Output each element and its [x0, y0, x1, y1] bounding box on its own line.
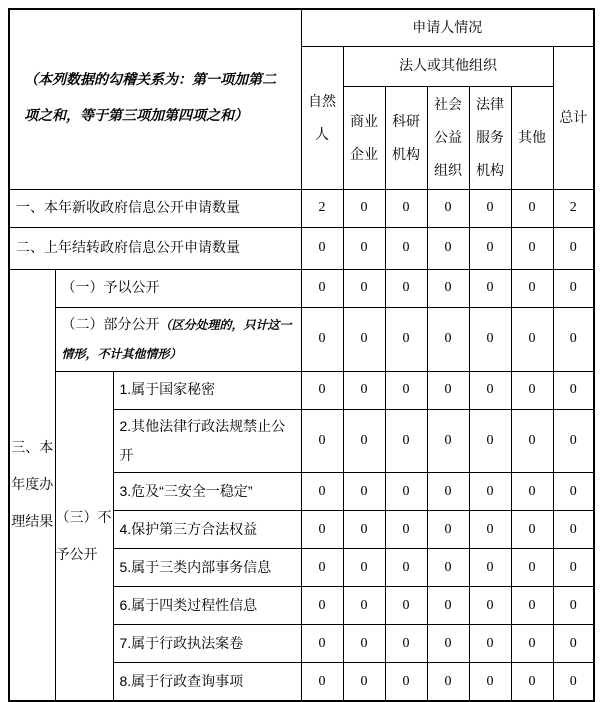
value-cell: 2: [301, 189, 343, 227]
value-cell: 0: [427, 409, 469, 473]
value-cell: 0: [343, 473, 385, 511]
col-header-other: 其他: [511, 86, 553, 189]
row-new-received: [9, 189, 594, 227]
value-cell: 0: [553, 269, 594, 307]
value-cell: 0: [427, 307, 469, 371]
value-cell: 0: [553, 409, 594, 473]
group-label-denied: （三）不予公开: [55, 371, 113, 701]
col-header-research-institution: 科研机构: [385, 86, 427, 189]
value-cell: 0: [301, 269, 343, 307]
value-cell: 0: [511, 371, 553, 409]
value-cell: 0: [385, 473, 427, 511]
value-cell: 0: [427, 269, 469, 307]
partial-label-note: （区分处理的，只计这一情形，不计其他情形）: [61, 317, 292, 361]
row-label-denied-1: 1.属于国家秘密: [113, 371, 301, 409]
value-cell: 0: [301, 371, 343, 409]
value-cell: 0: [343, 269, 385, 307]
value-cell: 0: [553, 549, 594, 587]
value-cell: 2: [553, 189, 594, 227]
row-label-denied-3: 3.危及“三安全一稳定”: [113, 473, 301, 511]
value-cell: 0: [553, 307, 594, 371]
value-cell: 0: [511, 409, 553, 473]
value-cell: 0: [301, 473, 343, 511]
row-denied-item: [9, 371, 594, 409]
value-cell: 0: [469, 473, 511, 511]
row-label-partial: [55, 307, 301, 371]
group-label-annual-results: 三、本年度办理结果: [9, 269, 55, 701]
value-cell: 0: [511, 307, 553, 371]
value-cell: 0: [427, 473, 469, 511]
value-cell: 0: [427, 625, 469, 663]
row-label-carried-over: 二、上年结转政府信息公开申请数量: [9, 227, 301, 269]
value-cell: 0: [553, 663, 594, 701]
value-cell: 0: [343, 663, 385, 701]
value-cell: 0: [343, 227, 385, 269]
value-cell: 0: [385, 663, 427, 701]
value-cell: 0: [385, 511, 427, 549]
value-cell: 0: [343, 189, 385, 227]
row-carried-over: [9, 227, 594, 269]
row-label-denied-5: 5.属于三类内部事务信息: [113, 549, 301, 587]
value-cell: 0: [511, 625, 553, 663]
value-cell: 0: [511, 511, 553, 549]
value-cell: 0: [553, 227, 594, 269]
value-cell: 0: [301, 409, 343, 473]
value-cell: 0: [511, 473, 553, 511]
value-cell: 0: [343, 625, 385, 663]
value-cell: 0: [385, 409, 427, 473]
value-cell: 0: [427, 189, 469, 227]
value-cell: 0: [469, 511, 511, 549]
value-cell: 0: [427, 663, 469, 701]
value-cell: 0: [301, 227, 343, 269]
value-cell: 0: [469, 409, 511, 473]
value-cell: 0: [385, 587, 427, 625]
value-cell: 0: [427, 511, 469, 549]
value-cell: 0: [343, 549, 385, 587]
row-label-granted: （一）予以公开: [55, 269, 301, 307]
value-cell: 0: [553, 473, 594, 511]
row-partial: [9, 307, 594, 371]
value-cell: 0: [301, 587, 343, 625]
col-header-social-welfare-org: 社会公益组织: [427, 86, 469, 189]
value-cell: 0: [469, 227, 511, 269]
value-cell: 0: [553, 511, 594, 549]
value-cell: 0: [301, 307, 343, 371]
row-label-denied-2: 2.其他法律行政法规禁止公开: [113, 409, 301, 473]
header-applicant-situation: 申请人情况: [301, 9, 594, 46]
partial-label-main: （二）部分公开: [61, 315, 160, 332]
value-cell: 0: [553, 587, 594, 625]
value-cell: 0: [301, 549, 343, 587]
value-cell: 0: [469, 663, 511, 701]
value-cell: 0: [427, 371, 469, 409]
value-cell: 0: [469, 307, 511, 371]
value-cell: 0: [385, 189, 427, 227]
value-cell: 0: [511, 189, 553, 227]
value-cell: 0: [385, 625, 427, 663]
value-cell: 0: [511, 549, 553, 587]
value-cell: 0: [343, 409, 385, 473]
header-legal-or-other-org: 法人或其他组织: [343, 46, 553, 86]
row-label-denied-6: 6.属于四类过程性信息: [113, 587, 301, 625]
value-cell: 0: [511, 227, 553, 269]
reconciliation-note-cell: （本列数据的勾稽关系为：第一项加第二项之和，等于第三项加第四项之和）: [9, 9, 301, 189]
col-header-natural-person: 自然人: [301, 46, 343, 189]
value-cell: 0: [343, 587, 385, 625]
row-label-denied-7: 7.属于行政执法案卷: [113, 625, 301, 663]
value-cell: 0: [469, 189, 511, 227]
col-header-commercial-enterprise: 商业企业: [343, 86, 385, 189]
value-cell: 0: [469, 625, 511, 663]
row-label-denied-4: 4.保护第三方合法权益: [113, 511, 301, 549]
value-cell: 0: [301, 511, 343, 549]
value-cell: 0: [385, 371, 427, 409]
value-cell: 0: [469, 371, 511, 409]
value-cell: 0: [427, 587, 469, 625]
value-cell: 0: [385, 227, 427, 269]
value-cell: 0: [427, 549, 469, 587]
value-cell: 0: [301, 663, 343, 701]
value-cell: 0: [343, 511, 385, 549]
value-cell: 0: [385, 269, 427, 307]
row-label-new-received: 一、本年新收政府信息公开申请数量: [9, 189, 301, 227]
value-cell: 0: [301, 625, 343, 663]
value-cell: 0: [469, 549, 511, 587]
value-cell: 0: [469, 269, 511, 307]
value-cell: 0: [343, 371, 385, 409]
col-header-legal-service-org: 法律服务机构: [469, 86, 511, 189]
value-cell: 0: [553, 371, 594, 409]
value-cell: 0: [511, 587, 553, 625]
disclosure-applications-table: [8, 8, 595, 702]
value-cell: 0: [427, 227, 469, 269]
row-label-denied-8: 8.属于行政查询事项: [113, 663, 301, 701]
value-cell: 0: [469, 587, 511, 625]
col-header-total: 总计: [553, 46, 594, 189]
value-cell: 0: [385, 307, 427, 371]
value-cell: 0: [343, 307, 385, 371]
row-granted: [9, 269, 594, 307]
value-cell: 0: [553, 625, 594, 663]
value-cell: 0: [511, 269, 553, 307]
value-cell: 0: [511, 663, 553, 701]
value-cell: 0: [385, 549, 427, 587]
